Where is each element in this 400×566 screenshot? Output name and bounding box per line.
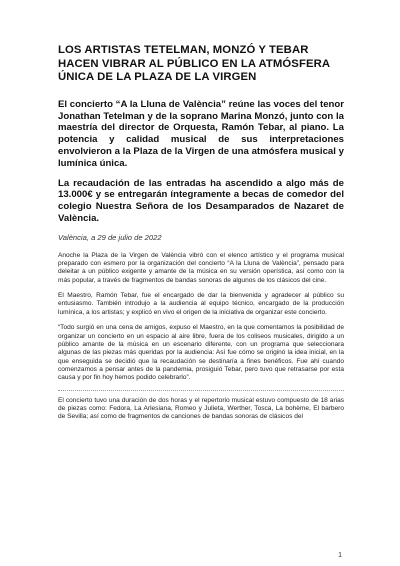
dotted-divider <box>58 390 344 391</box>
document-title: LOS ARTISTAS TETELMAN, MONZÓ Y TEBAR HACEN VIBRAR AL PÚBLICO EN LA ATMÓSFERA ÚNICA DE LA PLAZA DE LA VIRGEN <box>58 44 330 84</box>
lead-paragraph-2: La recaudación de las entradas ha ascendido a algo más de 13.000€ y se entregarán íntegramente a becas de comedor del colegio Nuestra Señora de los Desamparados de Nazaret de València. <box>58 177 344 224</box>
body-text <box>58 252 344 422</box>
body-paragraph: El Maestro, Ramón Tebar, fue el encargado de dar la bienvenida y agradecer al público su entusiasmo. También introdujo a la audiencia al equipo técnico, encargado de la producción lumínica, a los artistas; y explicó en vivo el origen de la iniciativa de organizar este concierto. <box>58 292 344 316</box>
body-paragraph: El concierto tuvo una duración de dos horas y el repertorio musical estuvo compuesto de 18 arias de piezas como: Fedora, La Arlesiana, Romeo y Julieta, Werther, Tosca, La bohème, El barbero de Sevilla; así como de fragmentos de canciones de bandas sonoras de clásicos del <box>58 396 344 421</box>
dateline: València, a 29 de julio de 2022 <box>58 232 162 242</box>
body-paragraph: Anoche la Plaza de la Virgen de València vibró con el elenco artístico y el programa musical preparado con esmero por la organización del concierto “A la Lluna de València”, pensado para deleitar a un público exigente y amante de la música en su versión operística, así como con la más popular, a través de fragmentos de bandas sonoras de algunos de los clásicos del cine. <box>58 251 344 284</box>
page-number: 1 <box>338 552 342 559</box>
lead-paragraph-1: El concierto “A la Lluna de València” reúne las voces del tenor Jonathan Tetelman y de la soprano Marina Monzó, junto con la maestría del director de Orquesta, Ramón Tebar, al piano. La potencia y calidad musical de sus interpretaciones envolvieron a la Plaza de la Virgen de una atmósfera musical y lumínica única. <box>58 98 344 169</box>
body-paragraph: “Todo surgió en una cena de amigos, expuso el Maestro, en la que comentamos la posibilidad de organizar un concierto en un espacio al aire libre, fuera de los coliseos musicales, dirigido a un público amante de la música en un escenario diferente, con un programa que seleccionara algunas de las piezas más queridas por la audiencia: Así fue cómo se originó la idea inicial, en la que enseguida se decidió que la recaudación se destinaría a fines benéficos. Fue ahí cuando comenzamos a pensar antes de la pandemia, prosiguió Tebar, pero tuvo que retrasarse por esta causa y por fin hoy hemos podido celebrarlo”. <box>58 324 344 382</box>
